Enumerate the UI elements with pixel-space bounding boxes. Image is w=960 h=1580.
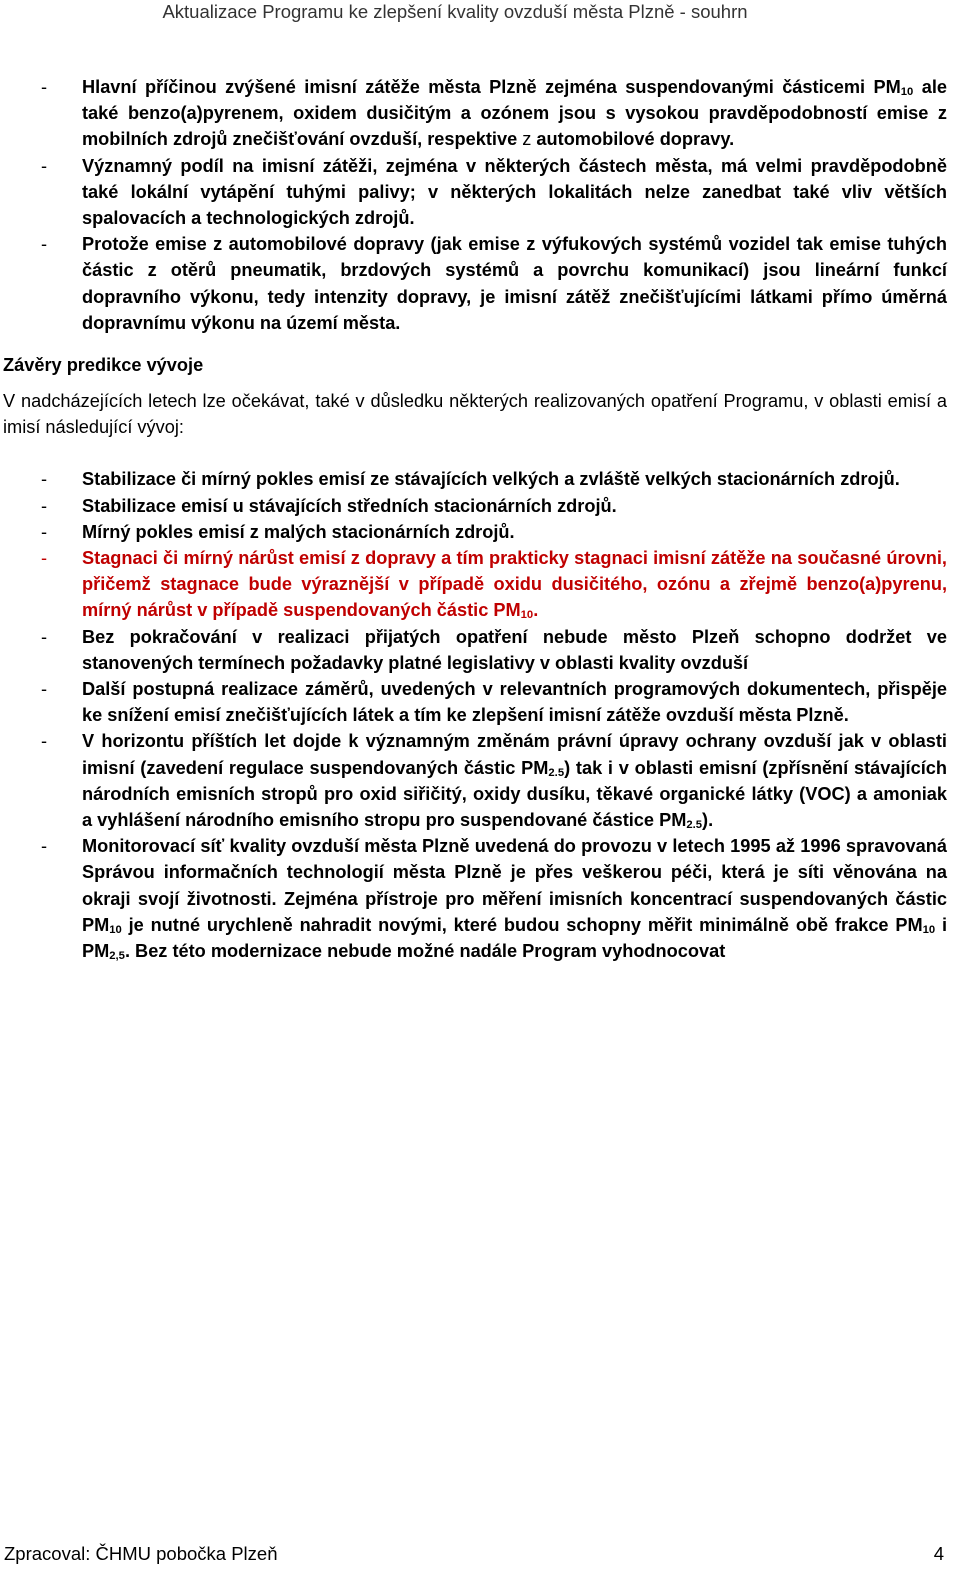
prediction-item xyxy=(0,519,947,545)
prediction-item xyxy=(0,545,947,624)
bullet-dash: - xyxy=(41,731,48,752)
bullet-dash: - xyxy=(41,626,48,647)
bullet-dash: - xyxy=(41,495,48,516)
cause-item xyxy=(0,74,947,153)
page-header: Aktualizace Programu ke zlepšení kvality ovzduší města Plzně - souhrn xyxy=(162,1,748,22)
prediction-item xyxy=(0,728,947,833)
subscript: 10 xyxy=(109,923,122,936)
bullet-dash: - xyxy=(41,155,48,176)
item-text: Stagnaci či mírný nárůst emisí z dopravy a tím prakticky stagnaci imisní zátěže na současné úrovni, přičemž stagnace bude výraznější v případě oxidu dusičitého, ozónu a zřejmě benzo(a)pyrenu, mírný nárůst v případě suspendovaných částic PM xyxy=(82,548,947,621)
item-text: i PM xyxy=(82,914,948,962)
prediction-item xyxy=(0,833,947,964)
item-text: Monitorovací síť kvality ovzduší města Plzně uvedená do provozu v letech 1995 až 1996 spravovaná Správou informačních technologií města Plzně je přes veškerou péči, která je síti věnována na okraji svojí životnosti. Zejména přístroje pro měření imisních koncentrací suspendovaných částic PM xyxy=(82,836,947,935)
bullet-dash: - xyxy=(41,836,48,857)
cause-item xyxy=(0,153,947,232)
item-text: Mírný pokles emisí z malých stacionárních zdrojů. xyxy=(82,521,515,542)
subscript: 10 xyxy=(922,923,936,936)
prediction-item xyxy=(0,466,947,492)
causes-list xyxy=(0,74,947,336)
section-intro: V nadcházejících letech lze očekávat, také v důsledku některých realizovaných opatření Programu, v oblasti emisí a imisí následující vývoj: xyxy=(3,391,947,438)
item-text: V horizontu příštích let dojde k významným změnám právní úpravy ochrany ovzduší jak v oblasti imisní (zavedení regulace suspendovaných částic PM xyxy=(82,731,947,778)
subscript: 10 xyxy=(900,86,914,99)
bullet-dash: - xyxy=(41,234,48,255)
item-text: automobilové dopravy. xyxy=(531,129,735,150)
item-text: Další postupná realizace záměrů, uvedených v relevantních programových dokumentech, přispěje ke snížení emisí znečišťujících látek a tím ke zlepšení imisní zátěže ovzduší města Plzně. xyxy=(82,679,947,726)
bullet-dash: - xyxy=(41,521,48,542)
item-text: Stabilizace emisí u stávajících středních stacionárních zdrojů. xyxy=(82,495,617,516)
subscript: 2.5 xyxy=(548,766,565,779)
subscript: 2.5 xyxy=(686,819,703,832)
item-text: Protože emise z automobilové dopravy (jak emise z výfukových systémů vozidel tak emise tuhých částic z otěrů pneumatik, brzdových systémů a povrchu komunikací) jsou lineární funkcí dopravního výkonu, tedy intenzity dopravy, je imisní zátěž znečišťujícími látkami přímo úměrná dopravnímu výkonu na území města. xyxy=(82,234,947,333)
item-text: Významný podíl na imisní zátěži, zejména v některých částech města, má velmi pravděpodobně také lokální vytápění tuhými palivy; v některých lokalitách nelze zanedbat také vliv větších spalovacích a technologických zdrojů. xyxy=(82,155,947,229)
item-text: je nutné urychleně nahradit novými, které budou schopny měřit minimálně obě frakce PM xyxy=(121,914,923,935)
item-text: Stabilizace či mírný pokles emisí ze stávajících velkých a zvláště velkých stacionárních zdrojů. xyxy=(82,469,900,490)
item-text: z xyxy=(522,129,532,150)
bullet-dash: - xyxy=(41,469,48,490)
item-text: ). xyxy=(702,810,714,831)
item-text: ale také benzo(a)pyrenem, oxidem dusičitým a ozónem jsou s vysokou pravděpodobností emise z mobilních zdrojů znečišťování ovzduší, respektive xyxy=(82,77,947,150)
bullet-dash: - xyxy=(41,77,48,97)
subscript: 2,5 xyxy=(109,950,125,963)
page-number: 4 xyxy=(933,1543,944,1564)
item-text: Hlavní příčinou zvýšené imisní zátěže města Plzně zejména suspendovanými částicemi PM xyxy=(82,77,901,97)
section-heading: Závěry predikce vývoje xyxy=(3,355,204,375)
causes-section xyxy=(0,74,947,336)
item-text: . Bez této modernizace nebude možné nadále Program vyhodnocovat xyxy=(124,941,726,962)
bullet-dash: - xyxy=(41,679,48,700)
item-text: . xyxy=(533,600,539,621)
bullet-dash: - xyxy=(41,548,48,569)
item-text: Bez pokračování v realizaci přijatých opatření nebude město Plzeň schopno dodržet ve stanovených termínech požadavky platné legislativy v oblasti kvality ovzduší xyxy=(82,626,947,673)
prediction-item xyxy=(0,624,947,676)
predictions-section xyxy=(0,355,947,964)
prediction-item xyxy=(0,493,947,519)
footer-author: Zpracoval: ČHMU pobočka Plzeň xyxy=(4,1543,278,1564)
subscript: 10 xyxy=(520,609,534,622)
prediction-item xyxy=(0,676,947,728)
cause-item xyxy=(0,231,947,336)
predictions-list xyxy=(0,466,947,964)
item-text: ) tak i v oblasti emisní (zpřísnění stávajících národních emisních stropů pro oxid siřičitý, oxidy dusíku, těkavé organické látky (VOC) a amoniak a vyhlášení národního emisního stropu pro suspendované částice PM xyxy=(82,757,947,831)
